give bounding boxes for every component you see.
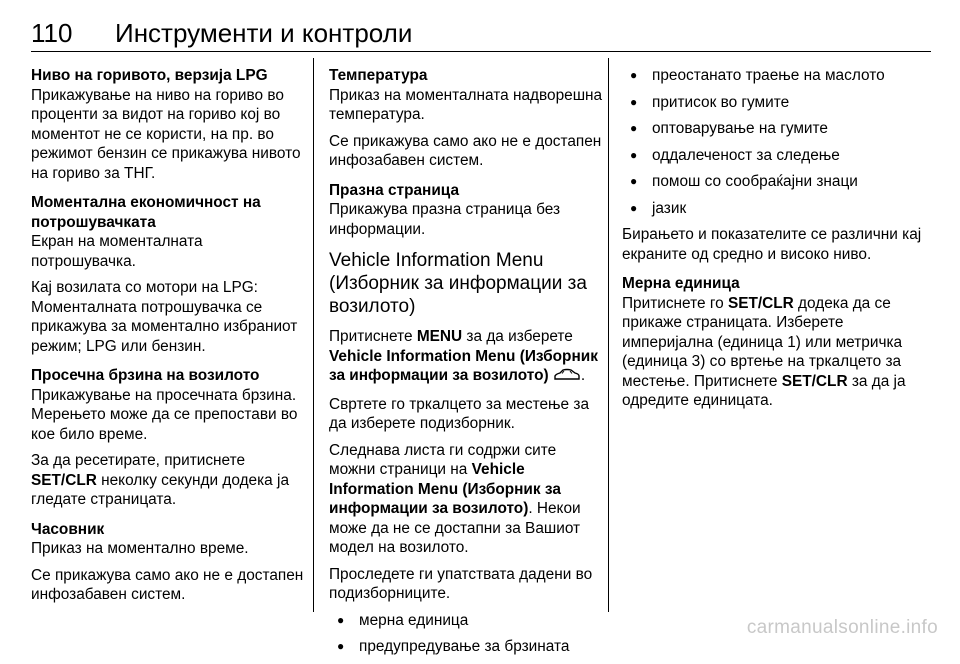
text-run: . — [580, 367, 586, 384]
paragraph: Се прикажува само ако не е достапен инфозабавен систем. — [31, 566, 304, 603]
list-item: ● јазик — [622, 199, 922, 219]
paragraph: Екран на моменталната потрошувачка. — [31, 233, 203, 270]
paragraph: Кај возилата со мотори на LPG: Моменталната потрошувачка се прикажува за моментално избраниот режим; LPG или бензин. — [31, 279, 298, 355]
section-vehicle-information-menu — [329, 249, 603, 657]
list-item: ● предупредување за брзината — [329, 637, 603, 657]
list-item: ● мерна единица — [329, 611, 603, 631]
paragraph: Приказ на моментално време. — [31, 540, 249, 557]
text-run: Притиснете — [329, 328, 417, 345]
column-2 — [329, 66, 603, 664]
page-title: Инструменти и контроли — [115, 18, 413, 48]
page-header — [31, 18, 931, 50]
menu-name: Vehicle Information Menu (Изборник за информации за возилото) — [329, 347, 598, 384]
list-item: ● оддалеченост за следење — [622, 146, 922, 166]
text-run: за да изберете — [462, 328, 573, 345]
paragraph: Проследете ги упатствата дадени во подизборниците. — [329, 565, 593, 602]
list-item: ● преостанато траење на маслото — [622, 66, 922, 86]
text-run: Притиснете го — [622, 294, 728, 312]
text-run: Следнава листа ги содржи сите можни страници на — [329, 441, 557, 478]
set-clr-button-label: SET/CLR — [781, 372, 848, 390]
paragraph — [622, 294, 922, 411]
section-heading: Мерна единица — [622, 275, 740, 292]
section-heading: Часовник — [31, 520, 105, 538]
column-divider — [608, 58, 609, 612]
page-number: 110 — [31, 18, 73, 48]
section-blank-page — [329, 181, 603, 240]
paragraph — [31, 451, 305, 510]
paragraph: Свртете го тркалцето за местење за да изберете подизборник. — [329, 395, 590, 432]
set-clr-button-label: SET/CLR — [31, 471, 97, 489]
section-title: Vehicle Information Menu (Изборник за информации за возилото) — [329, 250, 587, 317]
header-rule — [31, 51, 931, 52]
section-heading: Температура — [329, 67, 428, 84]
column-1 — [31, 66, 305, 615]
paragraph: Бирањето и показателите се различни кај екраните од средно и високо ниво. — [622, 226, 922, 263]
section-instant-consumption — [31, 193, 305, 356]
text-run: неколку секунди додека ја гледате страницата. — [31, 471, 290, 508]
section-average-speed — [31, 366, 305, 510]
set-clr-button-label: SET/CLR — [727, 294, 794, 312]
list-item: ● оптоварување на гумите — [622, 119, 922, 139]
paragraph: Се прикажува само ако не е достапен инфозабавен систем. — [329, 132, 602, 169]
column-divider — [313, 58, 314, 612]
paragraph: Приказ на моменталната надворешна температура. — [329, 86, 603, 123]
section-heading: Просечна брзина на возилото — [31, 367, 260, 384]
section-heading: Празна страница — [329, 181, 460, 199]
list-item: ● помош со сообраќајни знаци — [622, 172, 922, 192]
section-heading: Ниво на горивото, верзија LPG — [31, 67, 268, 84]
text-run: . Некои може да не се достапни за Вашиот модел на возилото. — [329, 500, 581, 556]
section-heading: Моментална економичност на потрошувачката — [31, 194, 261, 231]
menu-button-label: MENU — [416, 328, 463, 345]
submenu-list — [329, 611, 603, 657]
section-temperature — [329, 66, 603, 171]
text-run: додека да се прикаже страницата. Изберете империјална (единица 1) или метричка (единица 3) со вртење на тркалцето за местење. Притиснете — [622, 294, 903, 390]
submenu-list-continued — [622, 66, 922, 218]
car-icon — [553, 368, 581, 388]
paragraph — [329, 327, 603, 388]
watermark: carmanualsonline.info — [746, 617, 938, 638]
section-unit — [622, 274, 922, 411]
section-clock — [31, 520, 305, 605]
paragraph: Прикажува празна страница без информации. — [329, 201, 561, 238]
paragraph: Прикажување на ниво на гориво во проценти за видот на гориво кој во моментот не се користи, на пр. во режимот бензин се прикажува нивото на гориво за ТНГ. — [31, 86, 301, 182]
paragraph: Прикажување на просечната брзина. Мерењето може да се препостави во кое било време. — [31, 386, 298, 443]
paragraph — [329, 441, 603, 558]
section-lpg-fuel-level — [31, 66, 305, 183]
text-run: За да ресетирате, притиснете — [31, 452, 246, 469]
list-item: ● притисок во гумите — [622, 93, 922, 113]
text-run: за да ја одредите единицата. — [622, 372, 906, 409]
column-3 — [622, 66, 922, 421]
menu-name: Vehicle Information Menu (Изборник за информации за возилото) — [329, 461, 561, 517]
